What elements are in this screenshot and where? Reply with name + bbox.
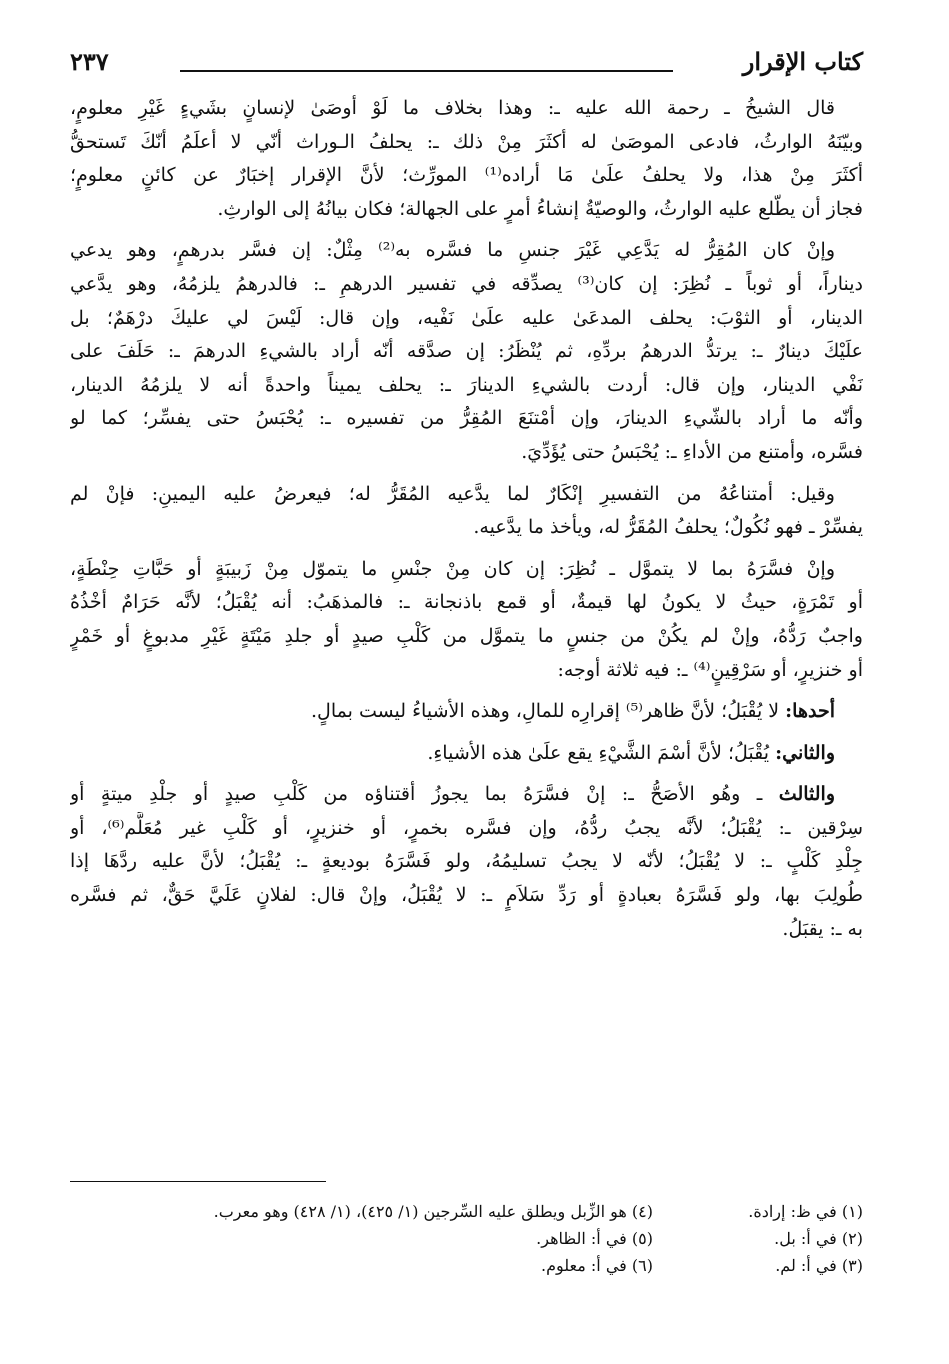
footnote: (٢) في أ: بل. bbox=[774, 1229, 863, 1248]
footnotes-left-column bbox=[70, 1198, 653, 1279]
main-text bbox=[70, 92, 863, 954]
header-rule bbox=[180, 70, 673, 72]
paragraph bbox=[70, 737, 863, 771]
footnote: (٣) في أ: لم. bbox=[775, 1256, 863, 1275]
text-line: علَيْكَ دينارٌ ـ: يرتدُّ الدرهمُ بردِّهِ، ثم يُنْظَرُ: إن صدَّقه أنّه أراد بالشيءِ الدرهمَ ـ: حَلَفَ على bbox=[70, 340, 863, 363]
text-line: قال الشيخُ ـ رحمة الله عليه ـ: وهذا بخلاف ما لَوْ أوصَىٰ لإنسانٍ بشَيءٍ غَيْرِ معلومٍ، bbox=[70, 97, 835, 119]
text-line bbox=[70, 778, 863, 812]
text-line: جِلْدِ كَلْبٍ ـ: لا يُقْبَلُ؛ لأنّه لا يجبُ تسليمُهُ، ولو فَسَّرَهُ بوديعةٍ ـ: يُقْبَلُ؛ لأنَّ عليه ردَّهَا إذا bbox=[70, 850, 863, 873]
text-line: به ـ: يقبَلُ. bbox=[782, 917, 863, 940]
footnote: (٥) في أ: الظاهر. bbox=[536, 1229, 653, 1248]
option-text: ـ وهُو الأصَحُّ ـ: إنْ فسَّرَهُ بما يجوزُ أقتناؤه من كَلْبِ صيدٍ أو جلْدِ ميتةٍ أو bbox=[70, 783, 779, 806]
text-line: وقيل: أمتناعُهُ من التفسيرِ إنْكَارٌ لما يدَّعيه المُقَرُّ له؛ فيعرضُ عليه اليمينِ: فإنْ لم bbox=[70, 482, 835, 505]
footnotes bbox=[70, 1198, 863, 1308]
running-header bbox=[70, 44, 863, 84]
text-line: ديناراً، أو ثوباً ـ نُظِرَ: إن كان⁽³⁾ يصدِّقه في تفسير الدرهمِ ـ: فالدرهمُ يلزمُهُ، وهو يدَّعي bbox=[70, 272, 863, 295]
text-line: يفسِّرْ ـ فهو نُكُولٌ؛ يحلفُ المُقَرُّ له، ويأخذ ما يدَّعيه. bbox=[473, 516, 863, 539]
footnote: (٤) هو الزِّبل ويطلق عليه السِّرجين (١/ ٤٢٥)، (١/ ٤٢٨) وهو معرب. bbox=[213, 1202, 653, 1221]
text-line: وأنّه ما أراد بالشّيءِ الدينارَ، وإن أمْتنَعَ المُقِرُّ من تفسيره ـ: يُحْبَسُ حتى يفسِّر؛ كما لو bbox=[70, 407, 863, 430]
text-line: أكثَرَ مِنْ هذا، ولا يحلفُ علَىٰ مَا أراده⁽¹⁾ المورِّث؛ لأنَّ الإقرار إخبَارٌ عن كائنٍ معلومٍ؛ bbox=[70, 164, 863, 187]
text-line: نَفْي الدينار، وإن قال: أردت بالشيءِ الدينارَ ـ: يحلف يميناً واحدةً أنه لا يلزمُهُ الدينار، bbox=[70, 373, 863, 396]
text-line bbox=[70, 695, 863, 729]
footnotes-right-column bbox=[663, 1198, 863, 1279]
paragraph bbox=[70, 478, 863, 545]
text-line: وإنْ فسَّرَهُ بما لا يتموَّل ـ نُظِرَ: إن كان مِنْ جنْسِ ما يتموّل مِنْ زَبيبَةٍ أو حَبَّاتِ حِنْطَةٍ، bbox=[70, 557, 835, 580]
text-line: طُولِبَ بها، ولو فَسَّرَهُ بعبادةٍ أو رَدِّ سَلاَمٍ ـ: لا يُقْبَلُ، وإنْ قال: لفلانٍ عَلَيَّ حَقٌّ، ثم فسَّره bbox=[70, 884, 863, 907]
paragraph bbox=[70, 92, 863, 226]
text-line: فسَّره، وأمتنع من الأداءِ ـ: يُحْبَسُ حتى يُؤَدِّيَ. bbox=[521, 440, 863, 463]
option-text: يُقْبَلُ؛ لأنَّ أسْمَ الشَّيْءِ يقع علَىٰ هذه الأشياءِ. bbox=[427, 741, 776, 764]
footnote: (١) في ظ: إرادة. bbox=[748, 1202, 863, 1221]
footnote-separator bbox=[70, 1181, 326, 1182]
option-lead: والثالث bbox=[778, 783, 835, 806]
chapter-title: كتاب الإقرار bbox=[742, 47, 863, 76]
text-line: سِرْقين ـ: يُقْبَلُ؛ لأنَّه يجبُ ردُّهُ، وإن فسَّره بخمرٍ، أو خنزيرٍ، أو كَلْبِ غير مُعَلَّم⁽⁶⁾، أو bbox=[70, 816, 863, 839]
text-line: أو خنزيرٍ، أو سَرْقِينٍ⁽⁴⁾ ـ: فيه ثلاثة أوجه: bbox=[557, 658, 863, 681]
text-line: وإنْ كان المُقِرُّ له يَدَّعِي غَيْرَ جنسِ ما فسَّره به⁽²⁾ مِثْلٌ: إن فسَّر بدرهمٍ، وهو يدعي bbox=[70, 239, 835, 262]
page-number: ٢٣٧ bbox=[70, 47, 109, 76]
text-line: واجبٌ رَدُّهُ، وإنْ لم يكُنْ من جنسٍ ما يتموَّل من كَلْبِ صيدٍ أو جلدِ مَيْتَةٍ غَيْرِ مدبوغٍ أو خَمْرٍ bbox=[70, 624, 863, 647]
paragraph bbox=[70, 234, 863, 469]
text-line: فجاز أن يطّلع عليه الوارثُ، والوصيّةُ إنشاءُ أمرٍ على الجهالة؛ فكان بيانُهُ إلى الوارثِ. bbox=[217, 197, 863, 220]
option-lead: والثاني: bbox=[775, 741, 835, 764]
paragraph bbox=[70, 778, 863, 946]
option-lead: أحدها: bbox=[785, 700, 835, 723]
text-line bbox=[70, 737, 863, 771]
text-line: وبيّنَهُ الوارثُ، فادعى الموصَىٰ له أكثَرَ مِنْ ذلك ـ: يحلفُ الـوراث أنّي لا أعلَمُ أنّكَ تَستحقُّ bbox=[70, 130, 863, 153]
paragraph bbox=[70, 695, 863, 729]
footnote: (٦) في أ: معلوم. bbox=[540, 1256, 653, 1275]
text-line: أو تَمْرَةٍ، حيثُ لا يكونُ لها قيمةٌ، أو قمع باذنجانة ـ: فالمذهَبُ: أنه يُقْبَلُ؛ لأنَّه حَرَامٌ أخْذُهُ bbox=[70, 591, 863, 614]
paragraph bbox=[70, 553, 863, 687]
option-text: لا يُقْبَلُ؛ لأنَّ ظاهر⁽⁵⁾ إقرارِه للمالِ، وهذه الأشياءُ ليست بمالٍ. bbox=[311, 700, 786, 723]
text-line: الدينار، أو الثوْبَ: يحلف المدعَىٰ عليه علَىٰ نَفْيه، وإن قال: لَيْسَ لي عليكَ درْهَمٌ؛ بل bbox=[70, 306, 863, 329]
